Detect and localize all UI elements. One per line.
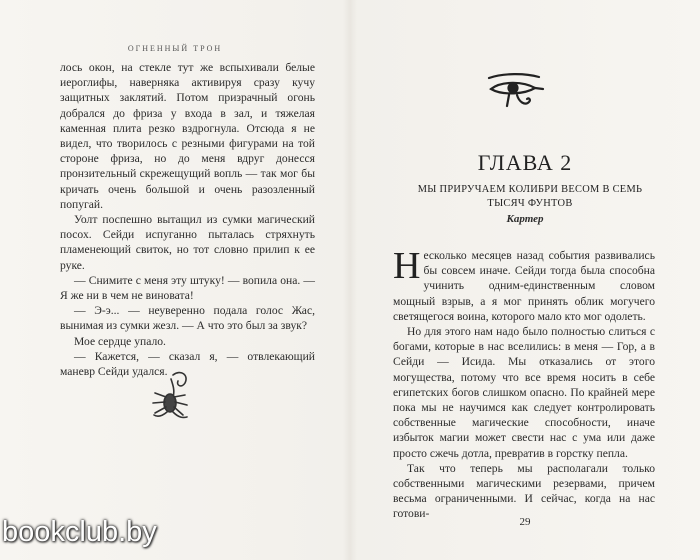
running-head: ОГНЕННЫЙ ТРОН — [127, 44, 223, 53]
drop-cap: Н — [393, 245, 421, 287]
opening-paragraph — [393, 245, 655, 324]
paragraph: лось окон, на стекле тут же вспыхивали белые иероглифы, наверняка активируя сразу кучу защитных заклятий. Потом призрачный огонь добрался до фриза у входа в зал, и тяжелая каменная плита резко вздрогнула. Отсюда я не видел, что творилось с резными фигурами на той стороне фриза, но до меня вдруг донесся пронзительный скрежещущий вопль — так мог бы кричать очень большой и очень разозленный попугай. — [60, 61, 315, 211]
page-number: 29 — [519, 516, 531, 528]
paragraph: Мое сердце упало. — [74, 334, 166, 348]
watermark: bookclub.by — [2, 516, 157, 548]
scorpion-icon — [145, 365, 195, 423]
chapter-title: ГЛАВА 2 — [477, 150, 573, 175]
paragraph: — Снимите с меня эту штуку! — вопила она. — Я же ни в чем не виновата! — [60, 273, 315, 303]
chapter-subtitle: МЫ ПРИРУЧАЕМ КОЛИБРИ ВЕСОМ В СЕМЬ ТЫСЯЧ ФУНТОВ — [417, 184, 643, 209]
paragraph: Но для этого нам надо было полностью слиться с богами, которые в нас вселились: в меня — Гор, а в Сейди — Исида. Мы отказались от этого могущества, потому что все время носить в себе египетских богов слишком опасно. По крайней мере пока мы не научимся как следует контролировать собственные магические способности, иначе избыток магии может свести нас с ума или даже просто сжечь дотла, превратив в горстку пепла. — [393, 325, 655, 460]
right-page — [350, 0, 700, 560]
paragraph: — Э-э... — неуверенно подала голос Жас, вынимая из сумки жезл. — А что это был за звук? — [60, 304, 315, 333]
eye-of-horus-icon — [483, 72, 545, 112]
paragraph: — Кажется, — сказал я, — отвлекающий маневр Сейди удался. — [60, 349, 315, 379]
paragraph: Уолт поспешно вытащил из сумки магический посох. Сейди испуганно пыталась стряхнуть пламенеющий свиток, но тот словно прилип к ее руке. — [60, 213, 315, 272]
paragraph: Так что теперь мы располагали только собственными магическими резервами, причем весьма ограниченными. И сейчас, когда на нас готови- — [393, 461, 655, 521]
right-text-block — [393, 245, 655, 522]
narrator-name: Картер — [506, 213, 544, 225]
opening-paragraph-text: есколько месяцев назад события развивались бы совсем иначе. Сейди тогда была способна учинить одним-единственным словом мощный взрыв, а я мог принять облик могучего светящегося воина, которого мало кто мог одолеть. — [393, 249, 655, 323]
left-text-block — [60, 60, 315, 379]
